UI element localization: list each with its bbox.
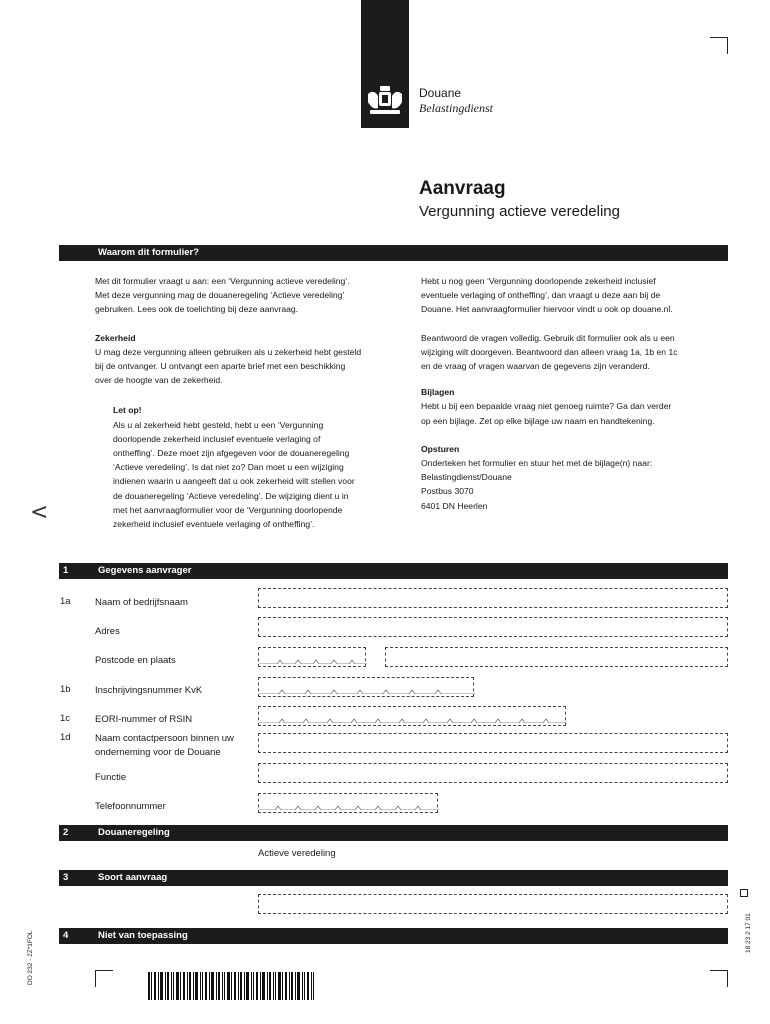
section-number: 1 <box>63 565 69 576</box>
heading-bijlagen: Bijlagen <box>421 387 455 398</box>
intro-right-column <box>421 274 726 513</box>
heading-let-op: Let op! <box>113 405 142 416</box>
heading-opsturen: Opsturen <box>421 443 460 454</box>
label-naam: Naam of bedrijfsnaam <box>95 597 188 608</box>
text-line: indienen waarin u aangeeft dat u ook zekerheid wilt stellen voor <box>113 476 355 487</box>
comb-guide <box>259 658 367 664</box>
text-line: wijziging wilt doorgeven. Beantwoord dan alleen vraag 1a, 1b en 1c <box>421 346 678 357</box>
text-line: Douane. Het aanvraagformulier hiervoor vindt u ook op douane.nl. <box>421 304 673 315</box>
section-bar-3 <box>59 870 728 886</box>
naam-field[interactable] <box>258 588 728 608</box>
douaneregeling-value: Actieve veredeling <box>258 848 336 859</box>
text-line: Hebt u nog geen ‘Vergunning doorlopende zekerheid inclusief <box>421 276 656 286</box>
section-title: Niet van toepassing <box>98 930 188 941</box>
text-line: Met dit formulier vraagt u aan: een ‘Vergunning actieve veredeling’. <box>95 276 350 286</box>
section-number: 3 <box>63 872 69 883</box>
fold-mark: < <box>30 500 49 525</box>
side-code-text: 18 23 2 17 01 <box>745 913 752 953</box>
comb-guide <box>259 717 567 723</box>
adres-field[interactable] <box>258 617 728 637</box>
text-line: eventuele verlaging of ontheffing’, dan vraagt u deze aan bij de <box>421 290 661 301</box>
contactpersoon-field[interactable] <box>258 733 728 753</box>
barcode <box>148 972 314 1000</box>
section-number: 4 <box>63 930 69 941</box>
eori-field[interactable] <box>258 706 566 726</box>
section-title: Waarom dit formulier? <box>98 247 199 258</box>
section-title: Gegevens aanvrager <box>98 565 192 576</box>
section-title: Douaneregeling <box>98 827 170 838</box>
label-adres: Adres <box>95 626 120 637</box>
postcode-field[interactable] <box>258 647 366 667</box>
corner-mark-top-right <box>710 37 728 54</box>
label-line: onderneming voor de Douane <box>95 747 221 758</box>
question-number-1d: 1d <box>60 732 71 743</box>
text-line: Onderteken het formulier en stuur het met de bijlage(n) naar: <box>421 458 653 469</box>
text-line: 6401 DN Heerlen <box>421 500 488 511</box>
text-line: Hebt u bij een bepaalde vraag niet genoeg ruimte? Ga dan verder <box>421 401 672 412</box>
text-line: Postbus 3070 <box>421 486 474 497</box>
corner-mark-bottom-right <box>710 970 728 987</box>
org-name-belastingdienst: Belastingdienst <box>419 101 493 115</box>
org-name-douane: Douane <box>419 86 462 100</box>
label-functie: Functie <box>95 772 127 783</box>
telefoon-field[interactable] <box>258 793 438 813</box>
text-line: over de hoogte van de zekerheid. <box>95 375 223 386</box>
label-kvk: Inschrijvingsnummer KvK <box>95 685 203 696</box>
page-subtitle: Vergunning actieve veredeling <box>419 203 620 220</box>
let-op-block <box>95 403 413 531</box>
corner-mark-bottom-left <box>95 970 113 987</box>
page-title: Aanvraag <box>419 178 506 199</box>
form-code <box>22 925 36 985</box>
plaats-field[interactable] <box>385 647 728 667</box>
comb-guide <box>259 804 439 810</box>
text-line: bij de ontvanger. U ontvangt een aparte brief met een beschikking <box>95 361 346 372</box>
section-bar-4 <box>59 928 728 944</box>
heading-zekerheid: Zekerheid <box>95 332 136 343</box>
text-line: gebruiken. Lees ook de toelichting bij deze aanvraag. <box>95 304 299 315</box>
label-postcode: Postcode en plaats <box>95 655 176 666</box>
text-line: Als u al zekerheid hebt gesteld, hebt u een ‘Vergunning <box>113 419 324 430</box>
text-line: ontheffing’. Deze moet zijn afgegeven voor de douaneregeling <box>113 448 350 459</box>
text-line: U mag deze vergunning alleen gebruiken als u zekerheid hebt gesteld <box>95 346 362 357</box>
text-line: Belastingdienst/Douane <box>421 472 512 483</box>
text-line: met het aanvraagformulier voor de ‘Vergunning doorlopende <box>113 504 343 515</box>
text-line: ‘Actieve veredeling’. Is dat niet zo? Dan moet u een wijziging <box>113 462 344 473</box>
text-line: en de vraag of vragen waarvan de gegevens zijn veranderd. <box>421 361 650 372</box>
label-contactpersoon <box>95 732 234 760</box>
functie-field[interactable] <box>258 763 728 783</box>
question-number-1c: 1c <box>60 713 71 724</box>
text-line: op een bijlage. Zet op elke bijlage uw naam en handtekening. <box>421 415 655 426</box>
question-number-1a: 1a <box>60 596 71 607</box>
section-title: Soort aanvraag <box>98 872 168 883</box>
text-line: de douaneregeling ‘Actieve veredeling’. De wijziging dient u in <box>113 490 349 501</box>
text-line: Met deze vergunning mag de douaneregeling ‘Actieve veredeling’ <box>95 290 345 301</box>
label-eori: EORI-nummer of RSIN <box>95 714 193 725</box>
section-bar-intro <box>59 245 728 261</box>
kvk-field[interactable] <box>258 677 474 697</box>
question-number-1b: 1b <box>60 684 71 695</box>
section-bar-1 <box>59 563 728 579</box>
label-line: Naam contactpersoon binnen uw <box>95 733 234 744</box>
intro-left-column <box>95 274 413 531</box>
section-number: 2 <box>63 827 69 838</box>
side-code <box>740 893 754 953</box>
text-line: zekerheid inclusief eventuele verlaging of ontheffing’. <box>113 519 315 530</box>
text-line: Beantwoord de vragen volledig. Gebruik dit formulier ook als u een <box>421 332 675 343</box>
soort-aanvraag-field[interactable] <box>258 894 728 914</box>
label-telefoon: Telefoonnummer <box>95 801 166 812</box>
coat-of-arms-logo <box>364 84 406 118</box>
text-line: doorlopende zekerheid inclusief eventuele verlaging of <box>113 433 321 444</box>
comb-guide <box>259 688 475 694</box>
form-code-text: DO 232 - 2Z*1FOL <box>27 930 34 985</box>
section-bar-2 <box>59 825 728 841</box>
